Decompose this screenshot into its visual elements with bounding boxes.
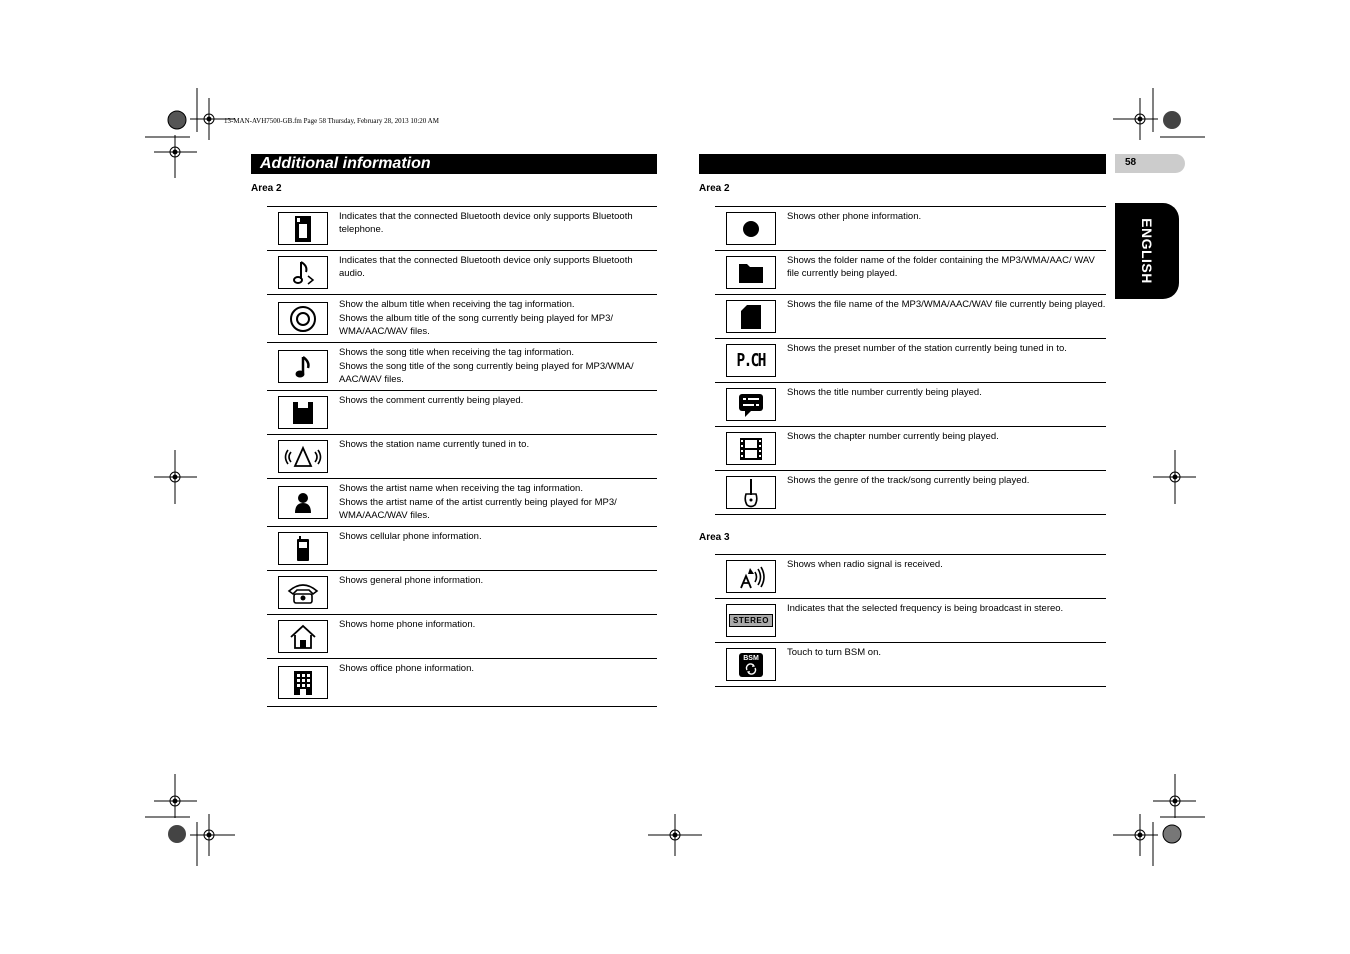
row-description: Shows cellular phone information. (339, 531, 482, 542)
row-description: Indicates that the selected frequency is being broadcast in stereo. (787, 603, 1064, 614)
row-description: Shows the genre of the track/song currently being played. (787, 475, 1030, 486)
bsm-button-icon: BSM (726, 648, 776, 681)
row-description: Shows the artist name when receiving the tag information. (339, 483, 583, 494)
language-label: ENGLISH (1139, 218, 1155, 284)
print-info: 13-MAN-AVH7500-GB.fm Page 58 Thursday, February 28, 2013 10:20 AM (224, 117, 439, 125)
preset-channel-icon: P.CH (726, 344, 776, 377)
area-heading: Area 3 (699, 532, 730, 543)
row-description: Shows other phone information. (787, 211, 922, 222)
row-description: Shows the preset number of the station currently being tuned in to. (787, 343, 1067, 354)
row-description: Shows the song title when receiving the tag information. (339, 347, 574, 358)
stereo-icon: STEREO (726, 604, 776, 637)
row-description: Shows office phone information. (339, 663, 475, 674)
row-description: Shows the song title of the song currently being played for MP3/WMA/ AAC/WAV files. (339, 361, 634, 385)
row-description: Indicates that the connected Bluetooth device only supports Bluetooth audio. (339, 255, 633, 279)
row-description: Shows the folder name of the folder containing the MP3/WMA/AAC/ WAV file currently being played. (787, 255, 1095, 279)
area-heading: Area 2 (251, 183, 282, 194)
row-description: Shows general phone information. (339, 575, 484, 586)
row-description: Shows the file name of the MP3/WMA/AAC/WAV file currently being played. (787, 299, 1106, 310)
row-description: Show the album title when receiving the tag information. (339, 299, 575, 310)
page-number: 58 (1125, 157, 1137, 168)
row-description: Shows the chapter number currently being played. (787, 431, 999, 442)
row-description: Shows home phone information. (339, 619, 476, 630)
page-title: Additional information (260, 155, 431, 172)
row-description: Shows the album title of the song currently being played for MP3/ WMA/AAC/WAV files. (339, 313, 614, 337)
row-description: Touch to turn BSM on. (787, 647, 881, 658)
row-description: Shows when radio signal is received. (787, 559, 943, 570)
row-description: Shows the title number currently being played. (787, 387, 982, 398)
row-description: Shows the station name currently tuned in to. (339, 439, 530, 450)
area-heading: Area 2 (699, 183, 730, 194)
row-description: Shows the comment currently being played. (339, 395, 524, 406)
row-description: Indicates that the connected Bluetooth device only supports Bluetooth telephone. (339, 211, 633, 235)
row-description: Shows the artist name of the artist currently being played for MP3/ WMA/AAC/WAV files. (339, 497, 617, 521)
